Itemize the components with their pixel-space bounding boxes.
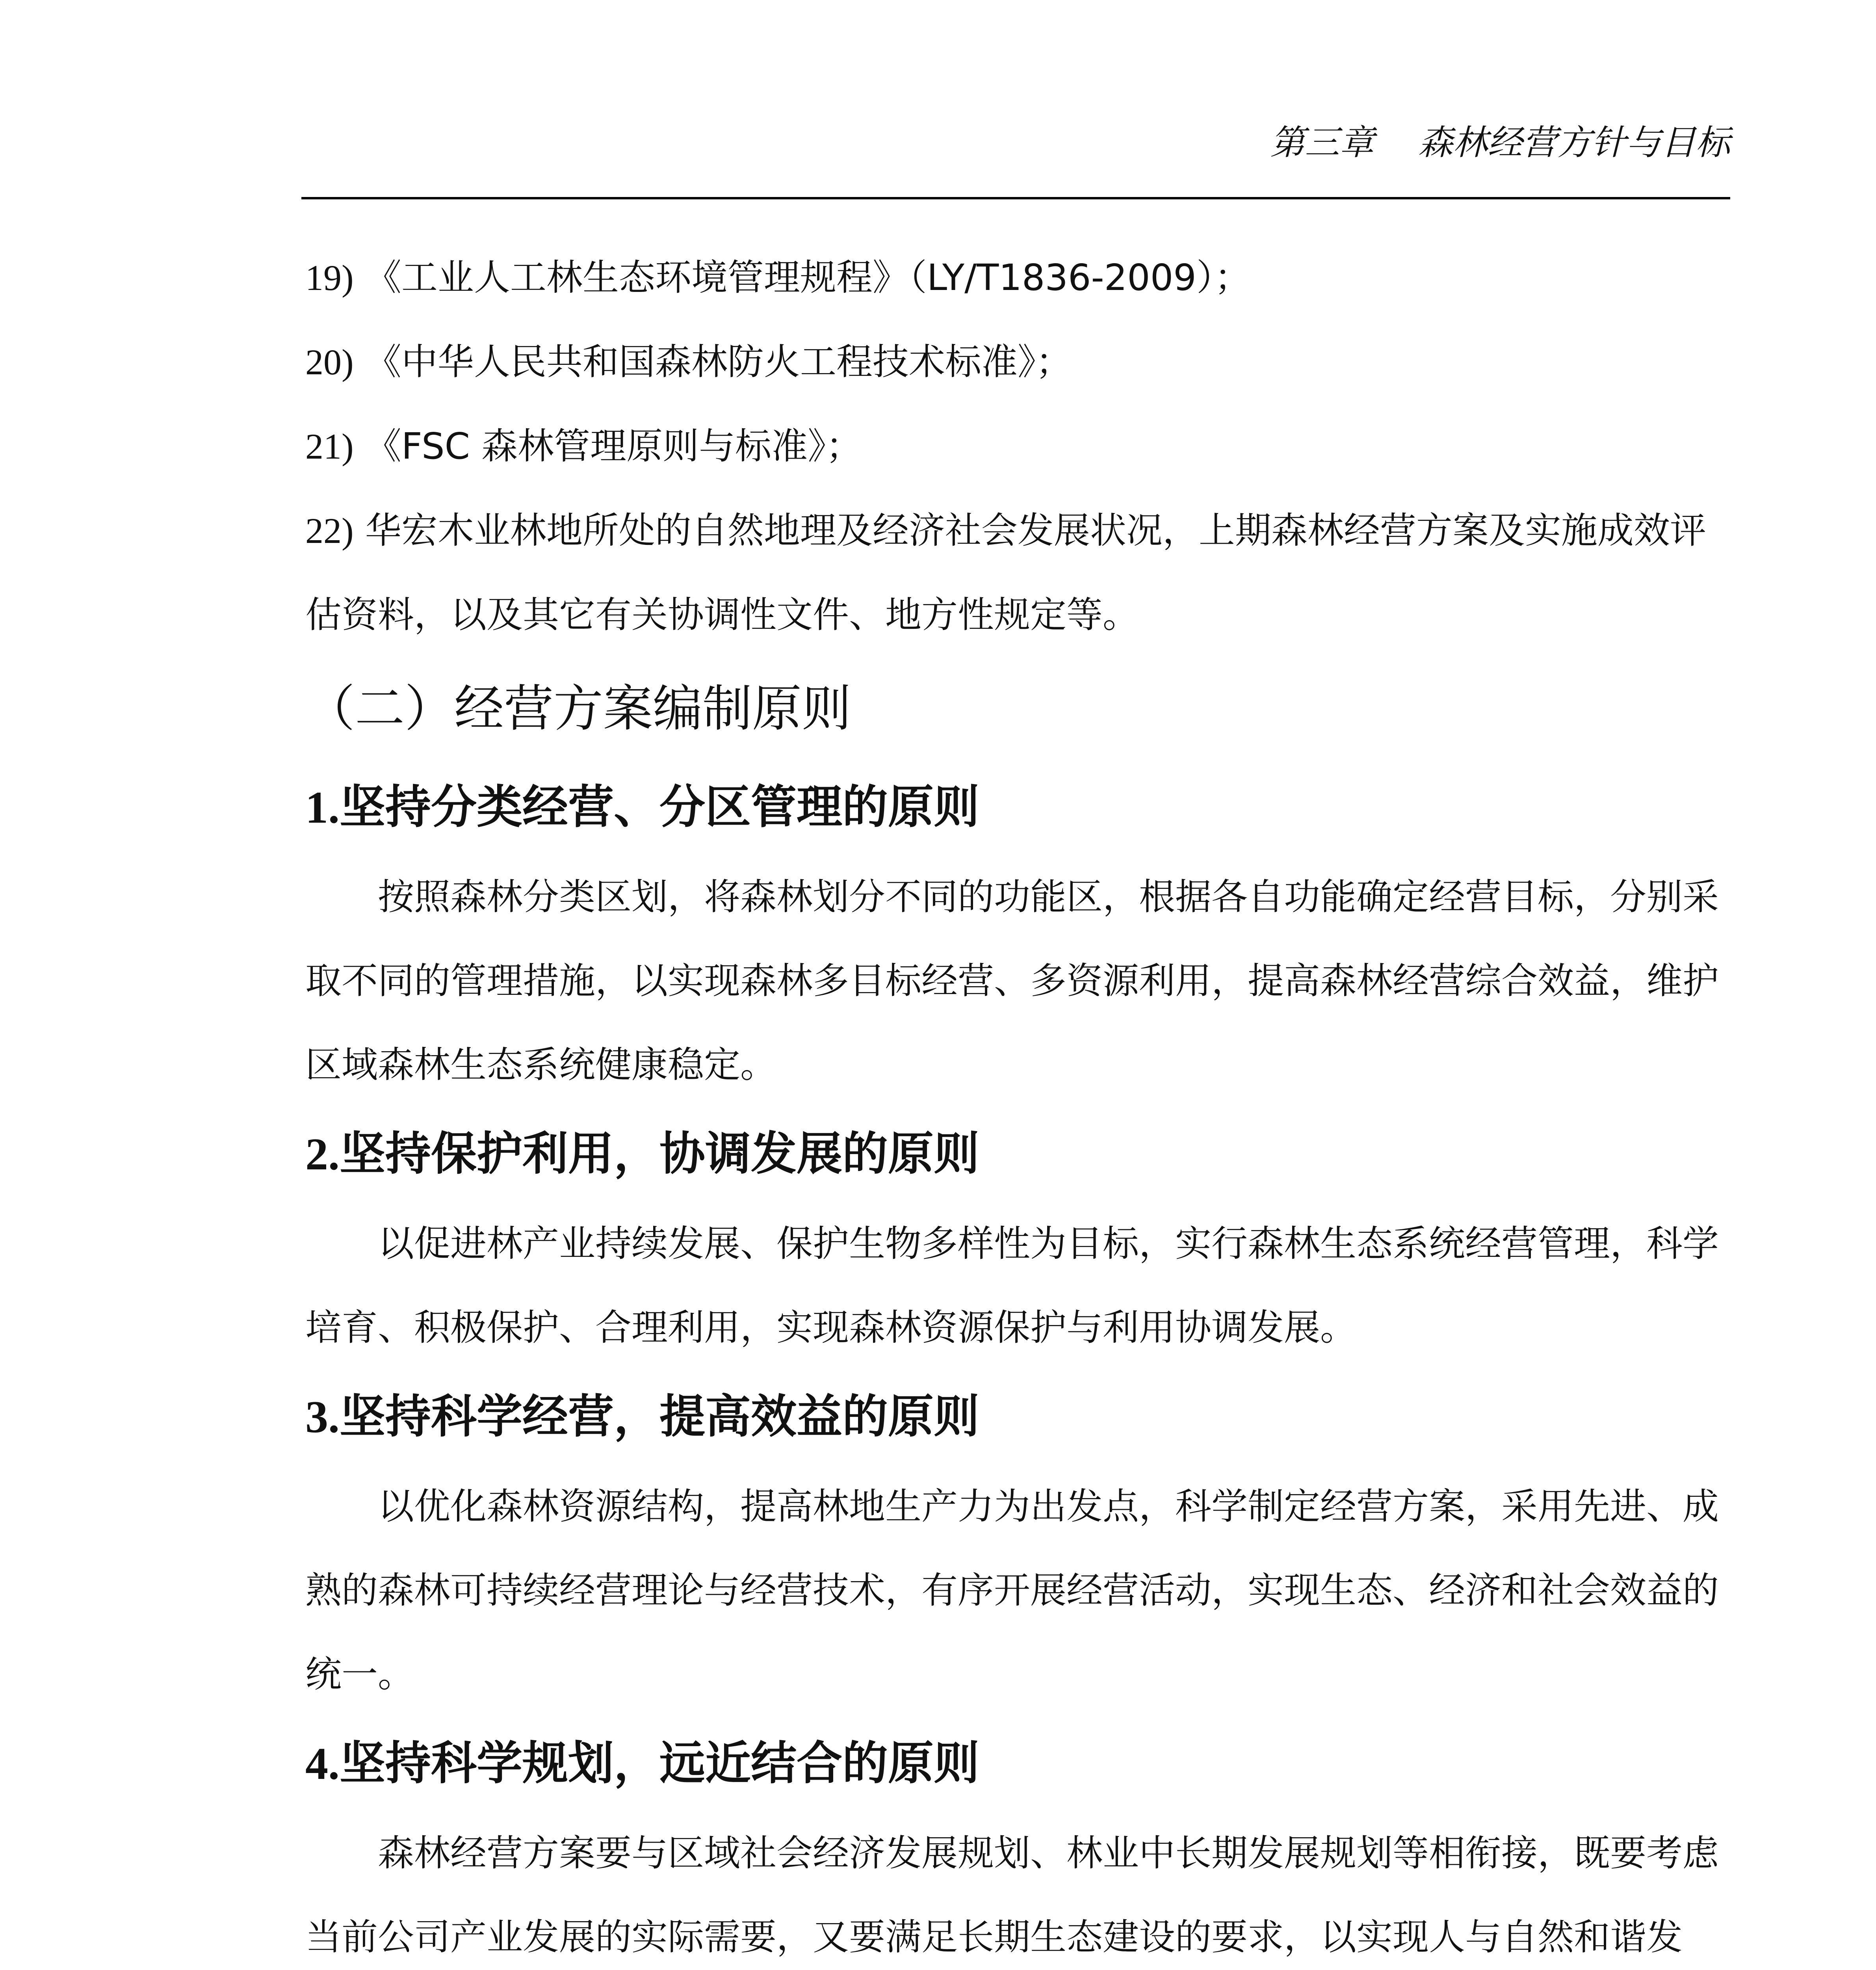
- principle-title: 坚持分类经营、分区管理的原则: [340, 781, 979, 834]
- reference-text: 《工业人工林生态环境管理规程》（LY/T1836-2009）；: [353, 256, 1251, 299]
- principle-heading-3: [305, 1370, 1730, 1464]
- principle-heading-4: [305, 1716, 1730, 1811]
- chapter-header-title: 第三章 森林经营方针与目标: [1270, 122, 1730, 163]
- reference-text: 华宏木业林地所处的自然地理及经济社会发展状况，上期森林经营方案及实施成效评估资料，以及其它有关协调性文件、地方性规定等。: [305, 509, 1706, 636]
- principle-title: 坚持科学规划，远近结合的原则: [340, 1737, 979, 1790]
- principle-body-3: 以优化森林资源结构，提高林地生产力为出发点，科学制定经营方案，采用先进、成熟的森林可持续经营理论与经营技术，有序开展经营活动，实现生态、经济和社会效益的统一。: [305, 1485, 1719, 1695]
- reference-item-22: [305, 489, 1730, 657]
- principle-title: 坚持科学经营，提高效益的原则: [340, 1390, 979, 1443]
- principle-heading-1: [305, 760, 1730, 855]
- reference-number: 19): [305, 258, 354, 298]
- reference-text: 《中华人民共和国森林防火工程技术标准》；: [353, 341, 1072, 383]
- principle-number: 4.: [305, 1739, 340, 1789]
- reference-text: 《FSC 森林管理原则与标准》；: [353, 425, 862, 467]
- reference-item-19: [305, 236, 1730, 320]
- reference-number: 21): [305, 426, 354, 466]
- principle-number: 3.: [305, 1392, 340, 1442]
- principle-heading-2: [305, 1107, 1730, 1202]
- reference-number: 22): [305, 511, 354, 551]
- section-heading-compile-principles: （二）经营方案编制原则: [305, 680, 851, 738]
- principle-body-2: 以促进林产业持续发展、保护生物多样性为目标，实行森林生态系统经营管理，科学培育、积极保护、合理利用，实现森林资源保护与利用协调发展。: [305, 1223, 1719, 1349]
- header-divider: [301, 197, 1730, 199]
- principle-title: 坚持保护利用，协调发展的原则: [340, 1127, 979, 1180]
- reference-number: 20): [305, 342, 354, 382]
- principle-number: 1.: [305, 782, 340, 833]
- principle-body-4: 森林经营方案要与区域社会经济发展规划、林业中长期发展规划等相衔接，既要考虑当前公司产业发展的实际需要，又要满足长期生态建设的要求，以实现人与自然和谐发: [305, 1832, 1719, 1958]
- reference-item-21: [305, 404, 1730, 489]
- principle-number: 2.: [305, 1129, 340, 1180]
- page-content: [305, 236, 1730, 1970]
- reference-item-20: [305, 320, 1730, 404]
- principle-body-1: 按照森林分类区划，将森林划分不同的功能区，根据各自功能确定经营目标，分别采取不同的管理措施，以实现森林多目标经营、多资源利用，提高森林经营综合效益，维护区域森林生态系统健康稳定。: [305, 876, 1719, 1086]
